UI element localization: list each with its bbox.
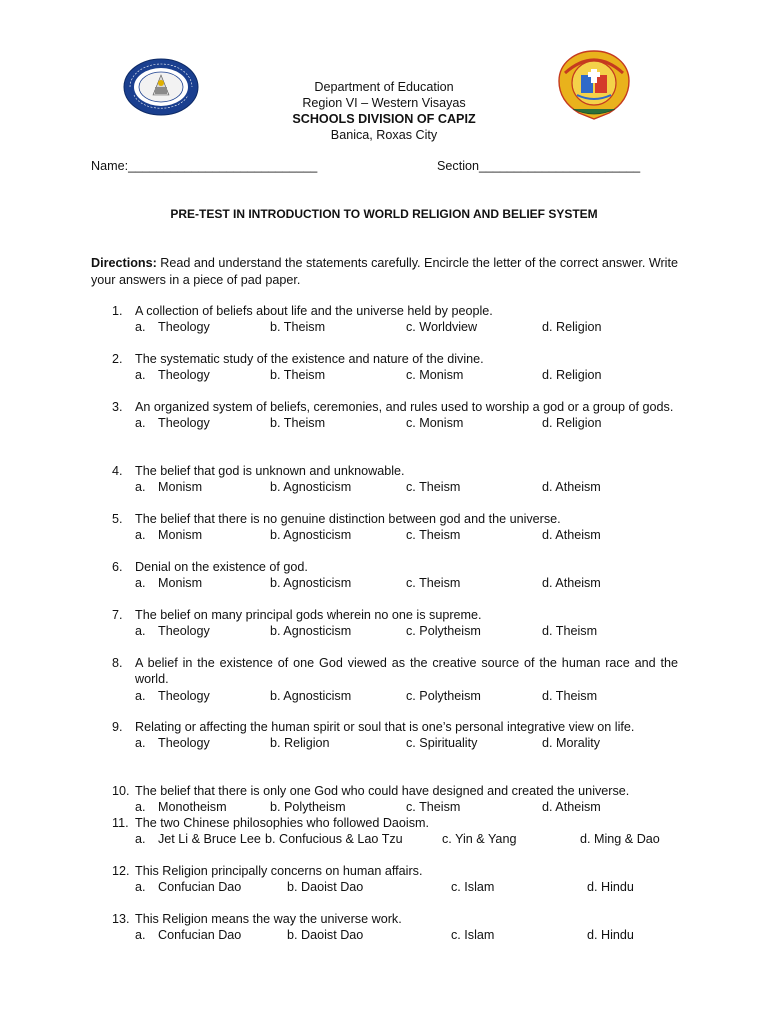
question-stem: A belief in the existence of one God viewed as the creative source of the human race and the world. [135, 656, 678, 687]
choice-a[interactable] [135, 367, 210, 383]
question-item [112, 463, 678, 496]
choice-text: Confucian Dao [158, 880, 242, 895]
choice-d[interactable]: d. Atheism [542, 528, 601, 543]
header-region: Region VI – Western Visayas [302, 96, 466, 110]
choice-letter: a. [135, 528, 146, 543]
question-number: 11. [112, 816, 129, 830]
choice-a[interactable] [135, 575, 202, 591]
directions-label: Directions: [91, 256, 157, 270]
answer-choices [135, 879, 678, 895]
question-number: 2. [112, 352, 123, 366]
choice-b[interactable]: b. Agnosticism [270, 528, 352, 543]
header-division: SCHOOLS DIVISION OF CAPIZ [292, 112, 476, 126]
question-stem: This Religion means the way the universe work. [135, 912, 402, 926]
choice-letter: a. [135, 368, 146, 383]
choice-letter: a. [135, 880, 146, 895]
answer-choices [135, 799, 678, 815]
question-item [112, 655, 678, 704]
question-stem: Relating or affecting the human spirit or soul that is one’s personal integrative view on life. [135, 720, 635, 734]
choice-c[interactable]: c. Monism [406, 368, 464, 383]
choice-text: Theology [158, 624, 210, 639]
choice-letter: a. [135, 832, 146, 847]
choice-c[interactable]: c. Islam [451, 880, 495, 895]
choice-text: Theology [158, 688, 210, 703]
choice-a[interactable] [135, 527, 202, 543]
question-stem: The systematic study of the existence and nature of the divine. [135, 352, 484, 366]
deped-seal-logo [122, 57, 200, 117]
question-stem: The two Chinese philosophies who followed Daoism. [135, 816, 430, 830]
question-number: 9. [112, 720, 123, 734]
choice-c[interactable]: c. Worldview [406, 320, 478, 335]
choice-b[interactable]: b. Theism [270, 320, 326, 335]
choice-d[interactable]: d. Religion [542, 320, 602, 335]
choice-b[interactable]: b. Daoist Dao [287, 928, 364, 943]
choice-b[interactable]: b. Agnosticism [270, 576, 352, 591]
answer-choices [135, 415, 678, 431]
choice-d[interactable]: d. Theism [542, 624, 598, 639]
question-stem: The belief on many principal gods wherein no one is supreme. [135, 608, 482, 622]
choice-c[interactable]: c. Spirituality [406, 736, 478, 751]
choice-c[interactable]: c. Polytheism [406, 688, 481, 703]
answer-choices [135, 623, 678, 639]
choice-c[interactable]: c. Yin & Yang [442, 832, 517, 847]
choice-b[interactable]: b. Agnosticism [270, 624, 352, 639]
answer-choices [135, 479, 678, 495]
choice-letter: a. [135, 576, 146, 591]
choice-letter: a. [135, 688, 146, 703]
question-number: 6. [112, 560, 123, 574]
test-title: PRE-TEST IN INTRODUCTION TO WORLD RELIGION AND BELIEF SYSTEM [170, 207, 598, 221]
question-stem: The belief that there is no genuine distinction between god and the universe. [135, 512, 561, 526]
choice-text: Confucian Dao [158, 928, 242, 943]
choice-d[interactable]: d. Morality [542, 736, 601, 751]
choice-a[interactable] [135, 879, 241, 895]
choice-b[interactable]: b. Religion [270, 736, 330, 751]
choice-letter: a. [135, 624, 146, 639]
choice-a[interactable] [135, 623, 210, 639]
question-item [112, 511, 678, 544]
choice-letter: a. [135, 320, 146, 335]
choice-text: Monism [158, 528, 203, 543]
choice-a[interactable] [135, 688, 210, 704]
choice-b[interactable]: b. Theism [270, 368, 326, 383]
answer-choices [135, 927, 678, 943]
question-number: 3. [112, 400, 123, 414]
question-stem: The belief that there is only one God who could have designed and created the universe. [135, 784, 630, 798]
choice-b[interactable]: b. Polytheism [270, 800, 346, 815]
choice-letter: a. [135, 800, 146, 815]
question-item [112, 607, 678, 640]
question-stem: A collection of beliefs about life and the universe held by people. [135, 304, 493, 318]
choice-b[interactable]: b. Daoist Dao [287, 880, 364, 895]
choice-c[interactable]: c. Polytheism [406, 624, 481, 639]
question-item [112, 911, 678, 944]
choice-d[interactable]: d. Hindu [587, 928, 634, 943]
question-stem: Denial on the existence of god. [135, 560, 308, 574]
choice-c[interactable]: c. Theism [406, 576, 461, 591]
question-number: 10. [112, 784, 130, 798]
name-section-row [91, 159, 677, 177]
choice-b[interactable]: b. Theism [270, 416, 326, 431]
choice-c[interactable]: c. Theism [406, 480, 461, 495]
header-department: Department of Education [314, 80, 454, 94]
document-header [200, 79, 568, 143]
question-item [112, 303, 678, 336]
choice-d[interactable]: d. Atheism [542, 480, 601, 495]
choice-letter: a. [135, 736, 146, 751]
question-number: 4. [112, 464, 123, 478]
choice-text: Monotheism [158, 800, 227, 815]
choice-d[interactable]: d. Atheism [542, 576, 601, 591]
choice-d[interactable]: d. Ming & Dao [580, 832, 660, 847]
question-item [112, 815, 678, 848]
question-number: 7. [112, 608, 123, 622]
choice-text: Monism [158, 480, 203, 495]
answer-choices [135, 319, 678, 335]
question-item [112, 559, 678, 592]
question-item [112, 351, 678, 384]
answer-choices [135, 688, 678, 704]
choice-a[interactable] [135, 799, 227, 815]
question-item [112, 719, 678, 752]
question-number: 13. [112, 912, 130, 926]
question-stem: The belief that god is unknown and unknowable. [135, 464, 405, 478]
choice-b[interactable]: b. Agnosticism [270, 480, 352, 495]
question-item [112, 863, 678, 896]
question-item [112, 399, 678, 432]
choice-text: Theology [158, 368, 210, 383]
choice-a[interactable] [135, 831, 261, 847]
section-field[interactable]: Section_______________________ [437, 159, 641, 173]
choice-d[interactable]: d. Religion [542, 368, 602, 383]
question-stem: An organized system of beliefs, ceremonies, and rules used to worship a god or a group of gods. [135, 400, 674, 414]
question-number: 1. [112, 304, 123, 318]
question-number: 5. [112, 512, 123, 526]
choice-letter: a. [135, 928, 146, 943]
directions-text: Read and understand the statements carefully. Encircle the letter of the correct answer. Write your answers in a piece of pad paper. [91, 256, 678, 287]
answer-choices [135, 367, 678, 383]
choice-b[interactable]: b. Confucious & Lao Tzu [265, 832, 403, 847]
choice-a[interactable] [135, 735, 210, 751]
answer-choices [135, 831, 678, 847]
choice-c[interactable]: c. Theism [406, 528, 461, 543]
choice-text: Theology [158, 736, 210, 751]
choice-letter: a. [135, 480, 146, 495]
choice-d[interactable]: d. Theism [542, 688, 598, 703]
choice-d[interactable]: d. Atheism [542, 800, 601, 815]
choice-a[interactable] [135, 415, 210, 431]
choice-text: Jet Li & Bruce Lee [158, 832, 261, 847]
choice-c[interactable]: c. Islam [451, 928, 495, 943]
choice-text: Monism [158, 576, 203, 591]
choice-c[interactable]: c. Monism [406, 416, 464, 431]
choice-d[interactable]: d. Religion [542, 416, 602, 431]
choice-text: Theology [158, 416, 210, 431]
choice-b[interactable]: b. Agnosticism [270, 688, 352, 703]
choice-a[interactable] [135, 319, 210, 335]
choice-d[interactable]: d. Hindu [587, 880, 634, 895]
choice-text: Theology [158, 320, 210, 335]
choice-a[interactable] [135, 927, 241, 943]
choice-letter: a. [135, 416, 146, 431]
answer-choices [135, 575, 678, 591]
answer-choices [135, 735, 678, 751]
question-stem: This Religion principally concerns on human affairs. [135, 864, 423, 878]
choice-c[interactable]: c. Theism [406, 800, 461, 815]
directions [91, 255, 678, 288]
question-number: 8. [112, 656, 123, 670]
question-item [112, 783, 678, 816]
question-number: 12. [112, 864, 130, 878]
name-field[interactable]: Name:___________________________ [91, 159, 318, 173]
choice-a[interactable] [135, 479, 202, 495]
header-address: Banica, Roxas City [330, 128, 438, 142]
answer-choices [135, 527, 678, 543]
